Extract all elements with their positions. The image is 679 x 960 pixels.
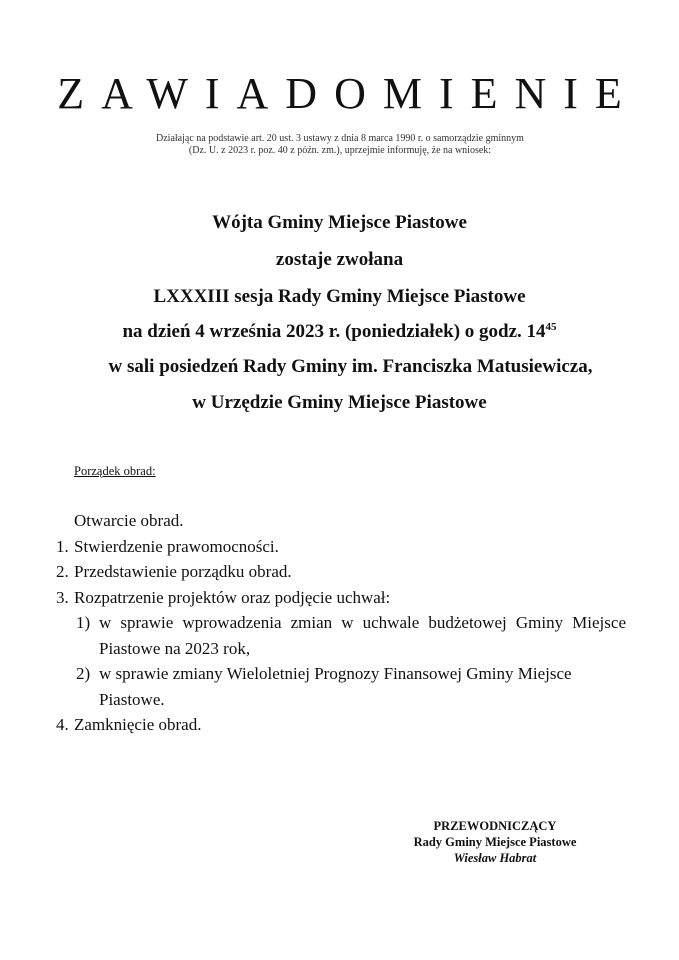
agenda-opening bbox=[56, 508, 626, 534]
agenda-item-number: 4. bbox=[56, 715, 69, 734]
agenda-item bbox=[56, 534, 626, 560]
signature-body: Rady Gminy Miejsce Piastowe bbox=[413, 835, 577, 849]
document-title: ZAWIADOMIENIE bbox=[57, 69, 639, 118]
agenda-subitem-text: w sprawie wprowadzenia zmian w uchwale budżetowej Gminy Miejsce Piastowe na 2023 rok, bbox=[99, 613, 626, 658]
agenda-subitem-text: w sprawie zmiany Wieloletniej Prognozy Finansowej Gminy Miejsce Piastowe. bbox=[99, 664, 572, 709]
agenda-item-number: 2. bbox=[56, 562, 69, 581]
agenda-item bbox=[56, 712, 626, 738]
announcement-line-2: zostaje zwołana bbox=[275, 249, 404, 270]
announcement-date-time bbox=[0, 320, 679, 344]
legal-basis-line-2: (Dz. U. z 2023 r. poz. 40 z późn. zm.), uprzejmie informuję, że na wniosek: bbox=[188, 145, 492, 156]
agenda-item-text: Przedstawienie porządku obrad. bbox=[74, 562, 292, 581]
announcement-date-text: na dzień 4 września 2023 r. (poniedziałek) o godz. 14 bbox=[122, 321, 546, 342]
agenda-item-number: 3. bbox=[56, 587, 69, 607]
agenda-subitem-number: 2) bbox=[76, 664, 91, 683]
agenda-item-text: Stwierdzenie prawomocności. bbox=[74, 536, 279, 556]
agenda-item bbox=[56, 585, 626, 611]
agenda-item-number: 1. bbox=[56, 536, 69, 556]
agenda-opening-text: Otwarcie obrad. bbox=[74, 511, 184, 530]
agenda-item-text: Rozpatrzenie projektów oraz podjęcie uchwał: bbox=[74, 587, 391, 607]
agenda-subitem-number: 1) bbox=[76, 613, 91, 632]
agenda-list bbox=[56, 508, 626, 738]
announcement-time-minutes: 45 bbox=[545, 321, 557, 333]
agenda-item-text: Zamknięcie obrad. bbox=[74, 715, 202, 734]
agenda-heading: Porządek obrad: bbox=[74, 464, 156, 478]
agenda-item bbox=[56, 559, 626, 585]
agenda-subitem bbox=[56, 610, 626, 661]
legal-basis bbox=[90, 133, 590, 157]
announcement-session: LXXXIII sesja Rady Gminy Miejsce Piastowe bbox=[153, 286, 526, 307]
announcement-building: w Urzędzie Gminy Miejsce Piastowe bbox=[192, 392, 487, 413]
agenda-subitem bbox=[56, 661, 626, 712]
legal-basis-line-1: Działając na podstawie art. 20 ust. 3 ustawy z dnia 8 marca 1990 r. o samorządzie gminnym bbox=[156, 133, 524, 144]
announcement-venue: w sali posiedzeń Rady Gminy im. Franciszka Matusiewicza, bbox=[108, 356, 593, 377]
signature-name: Wiesław Habrat bbox=[453, 851, 537, 865]
signature-block bbox=[390, 818, 600, 866]
announcement-line-1: Wójta Gminy Miejsce Piastowe bbox=[212, 212, 467, 233]
signature-role: PRZEWODNICZĄCY bbox=[433, 819, 557, 833]
